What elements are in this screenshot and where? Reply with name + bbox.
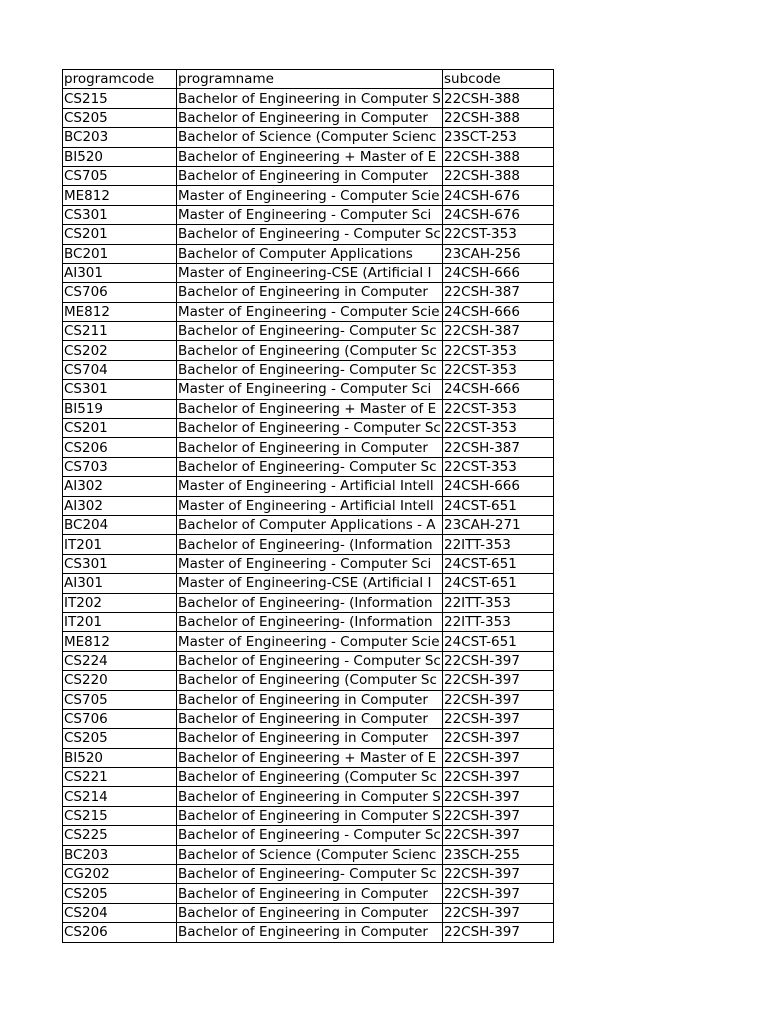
programname-cell: Bachelor of Engineering- Computer Sc [177, 322, 443, 341]
programcode-cell: BI520 [63, 147, 177, 166]
programcode-cell: CS202 [63, 341, 177, 360]
table-row [63, 651, 554, 670]
programname-cell: Bachelor of Engineering- (Information [177, 612, 443, 631]
header-programcode: programcode [63, 70, 177, 89]
programname-cell: Bachelor of Engineering in Computer [177, 690, 443, 709]
subcode-cell: 24CSH-666 [443, 477, 554, 496]
subcode-cell: 22CSH-397 [443, 806, 554, 825]
programcode-cell: ME812 [63, 186, 177, 205]
subcode-cell: 22CSH-397 [443, 671, 554, 690]
subcode-cell: 22CSH-387 [443, 283, 554, 302]
subcode-cell: 23CAH-271 [443, 515, 554, 534]
programcode-cell: CS301 [63, 380, 177, 399]
table-row [63, 128, 554, 147]
programname-cell: Bachelor of Science (Computer Scienc [177, 128, 443, 147]
table-row [63, 360, 554, 379]
table-row [63, 263, 554, 282]
table-body [63, 70, 554, 943]
programcode-cell: CS225 [63, 826, 177, 845]
programcode-cell: CS703 [63, 457, 177, 476]
subcode-cell: 23SCH-255 [443, 845, 554, 864]
programcode-cell: CS706 [63, 283, 177, 302]
programname-cell: Bachelor of Engineering - Computer Sc [178, 226, 441, 243]
programname-cell: Master of Engineering - Computer Sci [177, 554, 443, 573]
programcode-cell: BI519 [63, 399, 177, 418]
programname-cell: Master of Engineering - Computer Scie [177, 632, 443, 651]
programname-cell: Bachelor of Engineering (Computer Sc [177, 768, 443, 787]
subcode-cell: 22CSH-397 [443, 903, 554, 922]
table-row [63, 612, 554, 631]
programcode-cell: ME812 [63, 632, 177, 651]
programname-cell: Master of Engineering - Computer Scie [177, 302, 443, 321]
programname-cell: Bachelor of Engineering- Computer Sc [177, 360, 443, 379]
programname-cell: Master of Engineering - Artificial Intell [177, 477, 443, 496]
table-row [63, 884, 554, 903]
table-row [63, 457, 554, 476]
table-row [63, 225, 554, 244]
programcode-cell: CS201 [63, 419, 177, 438]
table-row [63, 302, 554, 321]
programcode-cell: CS224 [63, 651, 177, 670]
subcode-cell: 22ITT-353 [443, 535, 554, 554]
table-row [63, 89, 554, 108]
programcode-cell: CS205 [63, 729, 177, 748]
program-subject-table [62, 69, 554, 943]
programname-cell: Bachelor of Engineering- Computer Sc [177, 865, 443, 884]
subcode-cell: 23SCT-253 [443, 128, 554, 147]
table-row [63, 205, 554, 224]
subcode-cell: 22CSH-397 [443, 748, 554, 767]
programcode-cell: CS206 [63, 438, 177, 457]
table-row [63, 632, 554, 651]
programcode-cell: CS205 [63, 884, 177, 903]
programcode-cell: ME812 [63, 302, 177, 321]
programname-cell: Bachelor of Engineering in Computer S [178, 90, 441, 107]
table-row [63, 535, 554, 554]
programcode-cell: CS215 [63, 89, 177, 108]
programcode-cell: CS705 [63, 690, 177, 709]
subcode-cell: 22CST-353 [443, 360, 554, 379]
table-row [63, 399, 554, 418]
programcode-cell: CS205 [63, 108, 177, 127]
programname-cell: Bachelor of Engineering in Computer [177, 729, 443, 748]
subcode-cell: 22CSH-388 [443, 166, 554, 185]
programname-cell: Master of Engineering - Computer Sci [177, 205, 443, 224]
programname-cell: Bachelor of Engineering- (Information [177, 593, 443, 612]
programname-cell: Bachelor of Engineering - Computer Sc [178, 420, 441, 437]
table-row [63, 787, 554, 806]
table-row [63, 826, 554, 845]
programname-cell: Bachelor of Science (Computer Scienc [177, 845, 443, 864]
subcode-cell: 22CSH-387 [443, 322, 554, 341]
subcode-cell: 22CST-353 [443, 225, 554, 244]
table-row [63, 671, 554, 690]
programname-cell: Bachelor of Engineering (Computer Sc [177, 341, 443, 360]
table-row [63, 283, 554, 302]
subcode-cell: 22CSH-397 [443, 884, 554, 903]
programcode-cell: AI301 [63, 263, 177, 282]
subcode-cell: 24CST-651 [443, 574, 554, 593]
subcode-cell: 22CSH-397 [443, 865, 554, 884]
subcode-cell: 22CSH-397 [443, 651, 554, 670]
programcode-cell: IT201 [63, 612, 177, 631]
subcode-cell: 22CSH-397 [443, 690, 554, 709]
programcode-cell: CS201 [63, 225, 177, 244]
table-row [63, 748, 554, 767]
table-row [63, 768, 554, 787]
table-row [63, 574, 554, 593]
subcode-cell: 22CSH-388 [443, 147, 554, 166]
programname-cell: Bachelor of Engineering in Computer [177, 903, 443, 922]
programname-cell: Bachelor of Engineering in Computer [177, 709, 443, 728]
table-row [63, 729, 554, 748]
programcode-cell: AI301 [63, 574, 177, 593]
programname-cell: Bachelor of Engineering (Computer Sc [177, 671, 443, 690]
table-row [63, 322, 554, 341]
programname-cell: Master of Engineering - Artificial Intell [177, 496, 443, 515]
programcode-cell: AI302 [63, 496, 177, 515]
subcode-cell: 22CSH-397 [443, 826, 554, 845]
subcode-cell: 24CSH-676 [443, 205, 554, 224]
programname-cell: Bachelor of Engineering- Computer Sc [177, 457, 443, 476]
subcode-cell: 24CSH-666 [443, 263, 554, 282]
header-programname: programname [177, 70, 443, 89]
programname-cell: Master of Engineering-CSE (Artificial I [177, 574, 443, 593]
programname-cell: Bachelor of Engineering - Computer Sc [178, 827, 441, 844]
programname-cell: Bachelor of Engineering in Computer [177, 283, 443, 302]
table-row [63, 690, 554, 709]
subcode-cell: 24CST-651 [443, 554, 554, 573]
table-row [63, 865, 554, 884]
table-row [63, 806, 554, 825]
table-row [63, 186, 554, 205]
programcode-cell: CS215 [63, 806, 177, 825]
programcode-cell: IT202 [63, 593, 177, 612]
programname-cell: Bachelor of Engineering + Master of E [177, 147, 443, 166]
subcode-cell: 22CSH-387 [443, 438, 554, 457]
table-row [63, 515, 554, 534]
programcode-cell: AI302 [63, 477, 177, 496]
programname-cell: Bachelor of Engineering - Computer Sc [178, 652, 441, 669]
programname-cell: Bachelor of Engineering in Computer S [178, 788, 441, 805]
programname-cell: Master of Engineering - Computer Scie [177, 186, 443, 205]
programname-cell: Master of Engineering - Computer Sci [177, 380, 443, 399]
programcode-cell: CS220 [63, 671, 177, 690]
subcode-cell: 22CSH-397 [443, 787, 554, 806]
subcode-cell: 22CST-353 [443, 419, 554, 438]
programname-cell: Bachelor of Engineering- (Information [177, 535, 443, 554]
table-row [63, 923, 554, 942]
subcode-cell: 24CST-651 [443, 496, 554, 515]
table-row [63, 419, 554, 438]
table-row [63, 244, 554, 263]
programname-cell: Bachelor of Engineering in Computer S [178, 808, 441, 825]
subcode-cell: 24CST-651 [443, 632, 554, 651]
programcode-cell: CS301 [63, 205, 177, 224]
programcode-cell: CS206 [63, 923, 177, 942]
table-row [63, 845, 554, 864]
programcode-cell: BC204 [63, 515, 177, 534]
subcode-cell: 22ITT-353 [443, 612, 554, 631]
programcode-cell: CS704 [63, 360, 177, 379]
programcode-cell: BI520 [63, 748, 177, 767]
programcode-cell: CS706 [63, 709, 177, 728]
programname-cell: Bachelor of Computer Applications - A [177, 515, 443, 534]
programname-cell: Bachelor of Engineering in Computer [177, 166, 443, 185]
programname-cell: Bachelor of Engineering in Computer [177, 884, 443, 903]
subcode-cell: 22CST-353 [443, 399, 554, 418]
subcode-cell: 22CSH-388 [443, 89, 554, 108]
table-row [63, 438, 554, 457]
programcode-cell: BC203 [63, 845, 177, 864]
programcode-cell: CS221 [63, 768, 177, 787]
subcode-cell: 22CSH-397 [443, 768, 554, 787]
programname-cell: Bachelor of Computer Applications [177, 244, 443, 263]
table-row [63, 593, 554, 612]
header-row [63, 70, 554, 89]
programcode-cell: IT201 [63, 535, 177, 554]
subcode-cell: 24CSH-676 [443, 186, 554, 205]
subcode-cell: 22CST-353 [443, 341, 554, 360]
subcode-cell: 22CSH-397 [443, 709, 554, 728]
programname-cell: Bachelor of Engineering in Computer [177, 923, 443, 942]
programcode-cell: CG202 [63, 865, 177, 884]
programcode-cell: CS301 [63, 554, 177, 573]
subcode-cell: 24CSH-666 [443, 302, 554, 321]
subcode-cell: 22CSH-397 [443, 923, 554, 942]
table-row [63, 709, 554, 728]
subcode-cell: 22CSH-397 [443, 729, 554, 748]
programcode-cell: CS211 [63, 322, 177, 341]
table-row [63, 380, 554, 399]
programname-cell: Bachelor of Engineering in Computer [177, 438, 443, 457]
subcode-cell: 23CAH-256 [443, 244, 554, 263]
table-row [63, 166, 554, 185]
table-row [63, 108, 554, 127]
table-row [63, 554, 554, 573]
programname-cell: Bachelor of Engineering in Computer [177, 108, 443, 127]
programname-cell: Bachelor of Engineering + Master of E [177, 399, 443, 418]
programname-cell: Bachelor of Engineering + Master of E [177, 748, 443, 767]
table-row [63, 903, 554, 922]
subcode-cell: 22CSH-388 [443, 108, 554, 127]
table-row [63, 496, 554, 515]
subcode-cell: 22CST-353 [443, 457, 554, 476]
programcode-cell: CS214 [63, 787, 177, 806]
programcode-cell: CS705 [63, 166, 177, 185]
table-row [63, 477, 554, 496]
table-row [63, 147, 554, 166]
programcode-cell: BC201 [63, 244, 177, 263]
programcode-cell: CS204 [63, 903, 177, 922]
programcode-cell: BC203 [63, 128, 177, 147]
programname-cell: Master of Engineering-CSE (Artificial I [177, 263, 443, 282]
table-row [63, 341, 554, 360]
subcode-cell: 22ITT-353 [443, 593, 554, 612]
subcode-cell: 24CSH-666 [443, 380, 554, 399]
header-subcode: subcode [443, 70, 554, 89]
